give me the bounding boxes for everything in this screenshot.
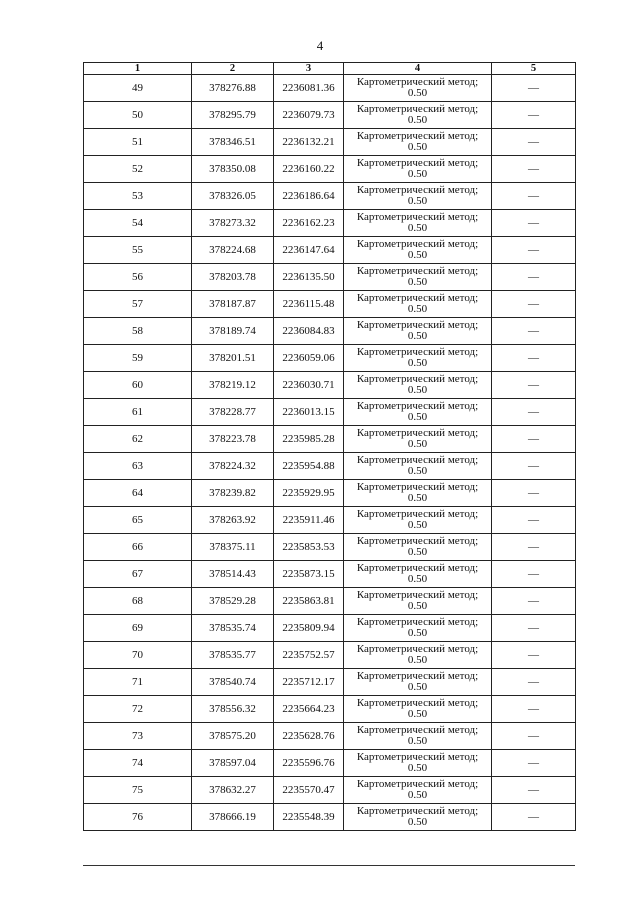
method-cell bbox=[344, 615, 492, 642]
y-coordinate-cell: 2236030.71 bbox=[274, 372, 344, 399]
precision-value: 0.50 bbox=[407, 195, 428, 207]
dash-cell: — bbox=[492, 723, 576, 750]
y-coordinate-cell: 2235985.28 bbox=[274, 426, 344, 453]
dash-cell: — bbox=[492, 426, 576, 453]
method-cell bbox=[344, 561, 492, 588]
precision-value: 0.50 bbox=[407, 546, 428, 558]
bottom-rule bbox=[83, 865, 575, 866]
x-coordinate-cell: 378276.88 bbox=[192, 75, 274, 102]
x-coordinate-cell: 378224.68 bbox=[192, 237, 274, 264]
column-header-5: 5 bbox=[492, 63, 576, 75]
method-label: Картометрический метод; bbox=[356, 210, 479, 223]
column-header-1: 1 bbox=[84, 63, 192, 75]
table-row bbox=[84, 750, 576, 777]
precision-value: 0.50 bbox=[407, 222, 428, 234]
point-number-cell: 71 bbox=[84, 669, 192, 696]
y-coordinate-cell: 2235863.81 bbox=[274, 588, 344, 615]
x-coordinate-cell: 378228.77 bbox=[192, 399, 274, 426]
method-cell bbox=[344, 696, 492, 723]
point-number-cell: 58 bbox=[84, 318, 192, 345]
method-label: Картометрический метод; bbox=[356, 750, 479, 763]
method-label: Картометрический метод; bbox=[356, 561, 479, 574]
method-cell bbox=[344, 534, 492, 561]
y-coordinate-cell: 2235628.76 bbox=[274, 723, 344, 750]
method-label: Картометрический метод; bbox=[356, 507, 479, 520]
precision-value: 0.50 bbox=[407, 627, 428, 639]
method-label: Картометрический метод; bbox=[356, 102, 479, 115]
y-coordinate-cell: 2235712.17 bbox=[274, 669, 344, 696]
dash-cell: — bbox=[492, 804, 576, 831]
x-coordinate-cell: 378556.32 bbox=[192, 696, 274, 723]
table-row bbox=[84, 210, 576, 237]
y-coordinate-cell: 2235853.53 bbox=[274, 534, 344, 561]
dash-cell: — bbox=[492, 669, 576, 696]
y-coordinate-cell: 2235911.46 bbox=[274, 507, 344, 534]
x-coordinate-cell: 378263.92 bbox=[192, 507, 274, 534]
table-row bbox=[84, 615, 576, 642]
precision-value: 0.50 bbox=[407, 330, 428, 342]
table-row bbox=[84, 669, 576, 696]
point-number-cell: 56 bbox=[84, 264, 192, 291]
method-cell bbox=[344, 318, 492, 345]
dash-cell: — bbox=[492, 480, 576, 507]
x-coordinate-cell: 378223.78 bbox=[192, 426, 274, 453]
precision-value: 0.50 bbox=[407, 249, 428, 261]
method-label: Картометрический метод; bbox=[356, 291, 479, 304]
point-number-cell: 53 bbox=[84, 183, 192, 210]
table-row bbox=[84, 804, 576, 831]
dash-cell: — bbox=[492, 156, 576, 183]
table-row bbox=[84, 426, 576, 453]
dash-cell: — bbox=[492, 129, 576, 156]
method-label: Картометрический метод; bbox=[356, 804, 479, 817]
method-cell bbox=[344, 426, 492, 453]
method-label: Картометрический метод; bbox=[356, 318, 479, 331]
dash-cell: — bbox=[492, 777, 576, 804]
method-label: Картометрический метод; bbox=[356, 777, 479, 790]
method-label: Картометрический метод; bbox=[356, 453, 479, 466]
dash-cell: — bbox=[492, 291, 576, 318]
y-coordinate-cell: 2235548.39 bbox=[274, 804, 344, 831]
x-coordinate-cell: 378350.08 bbox=[192, 156, 274, 183]
x-coordinate-cell: 378375.11 bbox=[192, 534, 274, 561]
table-row bbox=[84, 534, 576, 561]
y-coordinate-cell: 2236147.64 bbox=[274, 237, 344, 264]
method-label: Картометрический метод; bbox=[356, 183, 479, 196]
x-coordinate-cell: 378219.12 bbox=[192, 372, 274, 399]
precision-value: 0.50 bbox=[407, 357, 428, 369]
y-coordinate-cell: 2235929.95 bbox=[274, 480, 344, 507]
point-number-cell: 51 bbox=[84, 129, 192, 156]
method-cell bbox=[344, 804, 492, 831]
table-row bbox=[84, 237, 576, 264]
dash-cell: — bbox=[492, 102, 576, 129]
page-number: 4 bbox=[316, 38, 324, 53]
x-coordinate-cell: 378224.32 bbox=[192, 453, 274, 480]
method-cell bbox=[344, 777, 492, 804]
method-label: Картометрический метод; bbox=[356, 129, 479, 142]
x-coordinate-cell: 378189.74 bbox=[192, 318, 274, 345]
y-coordinate-cell: 2235954.88 bbox=[274, 453, 344, 480]
point-number-cell: 55 bbox=[84, 237, 192, 264]
y-coordinate-cell: 2236186.64 bbox=[274, 183, 344, 210]
precision-value: 0.50 bbox=[407, 789, 428, 801]
method-label: Картометрический метод; bbox=[356, 642, 479, 655]
dash-cell: — bbox=[492, 318, 576, 345]
point-number-cell: 62 bbox=[84, 426, 192, 453]
dash-cell: — bbox=[492, 183, 576, 210]
dash-cell: — bbox=[492, 615, 576, 642]
table-row bbox=[84, 318, 576, 345]
x-coordinate-cell: 378346.51 bbox=[192, 129, 274, 156]
method-cell bbox=[344, 183, 492, 210]
column-header-4: 4 bbox=[344, 63, 492, 75]
precision-value: 0.50 bbox=[407, 600, 428, 612]
point-number-cell: 74 bbox=[84, 750, 192, 777]
table-row bbox=[84, 264, 576, 291]
y-coordinate-cell: 2236081.36 bbox=[274, 75, 344, 102]
dash-cell: — bbox=[492, 345, 576, 372]
x-coordinate-cell: 378203.78 bbox=[192, 264, 274, 291]
method-label: Картометрический метод; bbox=[356, 669, 479, 682]
y-coordinate-cell: 2236115.48 bbox=[274, 291, 344, 318]
point-number-cell: 69 bbox=[84, 615, 192, 642]
method-label: Картометрический метод; bbox=[356, 723, 479, 736]
precision-value: 0.50 bbox=[407, 762, 428, 774]
point-number-cell: 68 bbox=[84, 588, 192, 615]
y-coordinate-cell: 2235873.15 bbox=[274, 561, 344, 588]
precision-value: 0.50 bbox=[407, 681, 428, 693]
point-number-cell: 65 bbox=[84, 507, 192, 534]
dash-cell: — bbox=[492, 264, 576, 291]
method-cell bbox=[344, 237, 492, 264]
table-row bbox=[84, 372, 576, 399]
point-number-cell: 59 bbox=[84, 345, 192, 372]
table-row bbox=[84, 399, 576, 426]
method-cell bbox=[344, 75, 492, 102]
precision-value: 0.50 bbox=[407, 492, 428, 504]
dash-cell: — bbox=[492, 453, 576, 480]
x-coordinate-cell: 378540.74 bbox=[192, 669, 274, 696]
y-coordinate-cell: 2236135.50 bbox=[274, 264, 344, 291]
method-cell bbox=[344, 345, 492, 372]
dash-cell: — bbox=[492, 75, 576, 102]
method-label: Картометрический метод; bbox=[356, 345, 479, 358]
method-label: Картометрический метод; bbox=[356, 264, 479, 277]
column-header-3: 3 bbox=[274, 63, 344, 75]
point-number-cell: 61 bbox=[84, 399, 192, 426]
method-cell bbox=[344, 102, 492, 129]
method-label: Картометрический метод; bbox=[356, 75, 479, 88]
x-coordinate-cell: 378535.74 bbox=[192, 615, 274, 642]
x-coordinate-cell: 378201.51 bbox=[192, 345, 274, 372]
method-cell bbox=[344, 588, 492, 615]
point-number-cell: 52 bbox=[84, 156, 192, 183]
dash-cell: — bbox=[492, 399, 576, 426]
point-number-cell: 73 bbox=[84, 723, 192, 750]
method-cell bbox=[344, 453, 492, 480]
precision-value: 0.50 bbox=[407, 438, 428, 450]
point-number-cell: 72 bbox=[84, 696, 192, 723]
table-row bbox=[84, 156, 576, 183]
method-cell bbox=[344, 642, 492, 669]
method-label: Картометрический метод; bbox=[356, 696, 479, 709]
dash-cell: — bbox=[492, 696, 576, 723]
y-coordinate-cell: 2236059.06 bbox=[274, 345, 344, 372]
method-cell bbox=[344, 264, 492, 291]
x-coordinate-cell: 378239.82 bbox=[192, 480, 274, 507]
precision-value: 0.50 bbox=[407, 735, 428, 747]
precision-value: 0.50 bbox=[407, 654, 428, 666]
dash-cell: — bbox=[492, 561, 576, 588]
table-row bbox=[84, 777, 576, 804]
coordinates-table bbox=[83, 62, 576, 831]
x-coordinate-cell: 378597.04 bbox=[192, 750, 274, 777]
y-coordinate-cell: 2236132.21 bbox=[274, 129, 344, 156]
x-coordinate-cell: 378295.79 bbox=[192, 102, 274, 129]
method-cell bbox=[344, 129, 492, 156]
method-cell bbox=[344, 507, 492, 534]
dash-cell: — bbox=[492, 750, 576, 777]
method-cell bbox=[344, 480, 492, 507]
x-coordinate-cell: 378187.87 bbox=[192, 291, 274, 318]
y-coordinate-cell: 2236013.15 bbox=[274, 399, 344, 426]
dash-cell: — bbox=[492, 588, 576, 615]
method-label: Картометрический метод; bbox=[356, 156, 479, 169]
method-label: Картометрический метод; bbox=[356, 372, 479, 385]
precision-value: 0.50 bbox=[407, 816, 428, 828]
table-row bbox=[84, 75, 576, 102]
point-number-cell: 76 bbox=[84, 804, 192, 831]
x-coordinate-cell: 378575.20 bbox=[192, 723, 274, 750]
point-number-cell: 57 bbox=[84, 291, 192, 318]
y-coordinate-cell: 2235809.94 bbox=[274, 615, 344, 642]
table-row bbox=[84, 507, 576, 534]
point-number-cell: 67 bbox=[84, 561, 192, 588]
precision-value: 0.50 bbox=[407, 573, 428, 585]
method-label: Картометрический метод; bbox=[356, 237, 479, 250]
x-coordinate-cell: 378535.77 bbox=[192, 642, 274, 669]
method-cell bbox=[344, 669, 492, 696]
point-number-cell: 49 bbox=[84, 75, 192, 102]
y-coordinate-cell: 2236079.73 bbox=[274, 102, 344, 129]
point-number-cell: 66 bbox=[84, 534, 192, 561]
x-coordinate-cell: 378514.43 bbox=[192, 561, 274, 588]
method-cell bbox=[344, 372, 492, 399]
method-cell bbox=[344, 210, 492, 237]
precision-value: 0.50 bbox=[407, 141, 428, 153]
method-label: Картометрический метод; bbox=[356, 480, 479, 493]
method-label: Картометрический метод; bbox=[356, 534, 479, 547]
table-row bbox=[84, 696, 576, 723]
precision-value: 0.50 bbox=[407, 708, 428, 720]
table-row bbox=[84, 723, 576, 750]
x-coordinate-cell: 378273.32 bbox=[192, 210, 274, 237]
point-number-cell: 64 bbox=[84, 480, 192, 507]
x-coordinate-cell: 378326.05 bbox=[192, 183, 274, 210]
table-row bbox=[84, 453, 576, 480]
x-coordinate-cell: 378666.19 bbox=[192, 804, 274, 831]
table-row bbox=[84, 102, 576, 129]
table-row bbox=[84, 480, 576, 507]
table-row bbox=[84, 588, 576, 615]
table-row bbox=[84, 345, 576, 372]
point-number-cell: 50 bbox=[84, 102, 192, 129]
table-row bbox=[84, 129, 576, 156]
precision-value: 0.50 bbox=[407, 384, 428, 396]
method-cell bbox=[344, 723, 492, 750]
precision-value: 0.50 bbox=[407, 465, 428, 477]
point-number-cell: 70 bbox=[84, 642, 192, 669]
table-row bbox=[84, 291, 576, 318]
y-coordinate-cell: 2235596.76 bbox=[274, 750, 344, 777]
precision-value: 0.50 bbox=[407, 114, 428, 126]
precision-value: 0.50 bbox=[407, 87, 428, 99]
table-row bbox=[84, 642, 576, 669]
y-coordinate-cell: 2235752.57 bbox=[274, 642, 344, 669]
dash-cell: — bbox=[492, 372, 576, 399]
method-cell bbox=[344, 291, 492, 318]
dash-cell: — bbox=[492, 507, 576, 534]
precision-value: 0.50 bbox=[407, 519, 428, 531]
precision-value: 0.50 bbox=[407, 276, 428, 288]
point-number-cell: 54 bbox=[84, 210, 192, 237]
method-label: Картометрический метод; bbox=[356, 426, 479, 439]
method-cell bbox=[344, 156, 492, 183]
method-label: Картометрический метод; bbox=[356, 399, 479, 412]
point-number-cell: 75 bbox=[84, 777, 192, 804]
point-number-cell: 63 bbox=[84, 453, 192, 480]
dash-cell: — bbox=[492, 210, 576, 237]
y-coordinate-cell: 2236160.22 bbox=[274, 156, 344, 183]
precision-value: 0.50 bbox=[407, 411, 428, 423]
y-coordinate-cell: 2236162.23 bbox=[274, 210, 344, 237]
column-header-2: 2 bbox=[192, 63, 274, 75]
y-coordinate-cell: 2236084.83 bbox=[274, 318, 344, 345]
precision-value: 0.50 bbox=[407, 168, 428, 180]
method-cell bbox=[344, 399, 492, 426]
y-coordinate-cell: 2235570.47 bbox=[274, 777, 344, 804]
table-row bbox=[84, 183, 576, 210]
method-label: Картометрический метод; bbox=[356, 615, 479, 628]
precision-value: 0.50 bbox=[407, 303, 428, 315]
table-header-row bbox=[84, 63, 576, 75]
dash-cell: — bbox=[492, 642, 576, 669]
dash-cell: — bbox=[492, 237, 576, 264]
point-number-cell: 60 bbox=[84, 372, 192, 399]
y-coordinate-cell: 2235664.23 bbox=[274, 696, 344, 723]
table-row bbox=[84, 561, 576, 588]
x-coordinate-cell: 378529.28 bbox=[192, 588, 274, 615]
method-cell bbox=[344, 750, 492, 777]
method-label: Картометрический метод; bbox=[356, 588, 479, 601]
x-coordinate-cell: 378632.27 bbox=[192, 777, 274, 804]
dash-cell: — bbox=[492, 534, 576, 561]
